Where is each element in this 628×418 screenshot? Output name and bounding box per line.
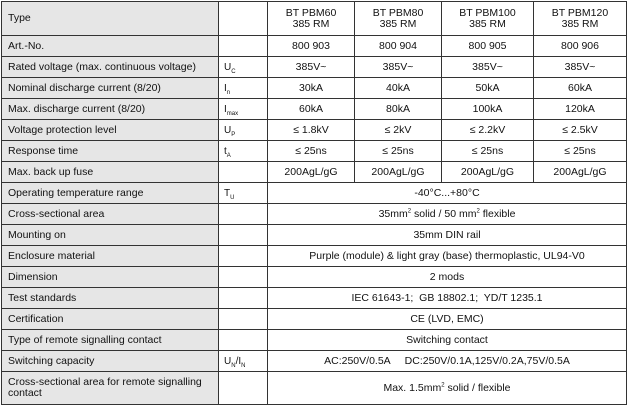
cell-value: ≤ 25ns <box>534 141 627 162</box>
cell-value: ≤ 25ns <box>355 141 442 162</box>
cell-value: 40kA <box>355 78 442 99</box>
row-symbol: $U_P$ <box>219 120 268 141</box>
row-protection-level <box>2 120 627 141</box>
table-header-row <box>2 2 627 36</box>
header-type-label: Type <box>2 2 219 36</box>
row-symbol <box>219 225 268 246</box>
row-label: Switching capacity <box>2 351 219 372</box>
header-model-80: BT PBM80 385 RM <box>355 2 442 36</box>
cell-value: 385V~ <box>268 57 355 78</box>
row-label: Type of remote signalling contact <box>2 330 219 351</box>
cell-value: 385V~ <box>355 57 442 78</box>
cell-value: 385V~ <box>534 57 627 78</box>
row-label: Certification <box>2 309 219 330</box>
row-symbol <box>219 372 268 405</box>
cell-value-merged: -40°C...+80°C <box>268 183 627 204</box>
row-symbol <box>219 330 268 351</box>
cell-value: 200AgL/gG <box>355 162 442 183</box>
cell-value: 800 903 <box>268 36 355 57</box>
row-label: Operating temperature range <box>2 183 219 204</box>
row-label: Mounting on <box>2 225 219 246</box>
cell-value-merged: 35mm DIN rail <box>268 225 627 246</box>
row-remote-contact <box>2 330 627 351</box>
cell-value: 385V~ <box>442 57 534 78</box>
row-symbol <box>219 309 268 330</box>
row-enclosure <box>2 246 627 267</box>
cell-value: 200AgL/gG <box>268 162 355 183</box>
cell-value-merged: IEC 61643-1; GB 18802.1; YD/T 1235.1 <box>268 288 627 309</box>
header-symbol-cell <box>219 2 268 36</box>
row-backup-fuse <box>2 162 627 183</box>
cell-value-merged: $35mm^2$ solid / 50 $mm^2$ flexible <box>268 204 627 225</box>
row-response-time <box>2 141 627 162</box>
cell-value: 50kA <box>442 78 534 99</box>
cell-value: 60kA <box>534 78 627 99</box>
header-model-100: BT PBM100 385 RM <box>442 2 534 36</box>
row-label: Nominal discharge current (8/20) <box>2 78 219 99</box>
row-rated-voltage <box>2 57 627 78</box>
row-symbol <box>219 204 268 225</box>
row-label: Enclosure material <box>2 246 219 267</box>
cell-value: 120kA <box>534 99 627 120</box>
cell-value: 200AgL/gG <box>442 162 534 183</box>
header-model-60: BT PBM60 385 RM <box>268 2 355 36</box>
cell-value: 800 904 <box>355 36 442 57</box>
spec-table <box>1 1 627 405</box>
row-symbol <box>219 288 268 309</box>
row-symbol: $U_N/I_N$ <box>219 351 268 372</box>
cell-value-merged: CE (LVD, EMC) <box>268 309 627 330</box>
row-symbol: $T_U$ <box>219 183 268 204</box>
cell-value: ≤ 1.8kV <box>268 120 355 141</box>
cell-value: ≤ 2.2kV <box>442 120 534 141</box>
cell-value: ≤ 2.5kV <box>534 120 627 141</box>
header-model-120: BT PBM120 385 RM <box>534 2 627 36</box>
cell-value: 30kA <box>268 78 355 99</box>
cell-value: 800 906 <box>534 36 627 57</box>
cell-value-merged: Switching contact <box>268 330 627 351</box>
row-label: Max. back up fuse <box>2 162 219 183</box>
row-label: Cross-sectional area for remote signalling contact <box>2 372 219 405</box>
row-label: Dimension <box>2 267 219 288</box>
row-dimension <box>2 267 627 288</box>
row-label: Test standards <box>2 288 219 309</box>
row-cross-section <box>2 204 627 225</box>
row-operating-temp <box>2 183 627 204</box>
cell-value-merged: Purple (module) & light gray (base) thermoplastic, UL94-V0 <box>268 246 627 267</box>
cell-value-merged: 2 mods <box>268 267 627 288</box>
row-symbol: $I_n$ <box>219 78 268 99</box>
cell-value: 80kA <box>355 99 442 120</box>
row-symbol <box>219 246 268 267</box>
row-label: Rated voltage (max. continuous voltage) <box>2 57 219 78</box>
cell-value: ≤ 2kV <box>355 120 442 141</box>
row-symbol <box>219 162 268 183</box>
cell-value: ≤ 25ns <box>442 141 534 162</box>
row-symbol <box>219 36 268 57</box>
cell-value: 60kA <box>268 99 355 120</box>
cell-value: 100kA <box>442 99 534 120</box>
row-max-discharge <box>2 99 627 120</box>
row-symbol: $t_A$ <box>219 141 268 162</box>
row-symbol: $I_{max}$ <box>219 99 268 120</box>
row-label: Max. discharge current (8/20) <box>2 99 219 120</box>
row-remote-cross-section <box>2 372 627 405</box>
row-label: Response time <box>2 141 219 162</box>
cell-value: ≤ 25ns <box>268 141 355 162</box>
cell-value: 800 905 <box>442 36 534 57</box>
cell-value: 200AgL/gG <box>534 162 627 183</box>
row-symbol <box>219 267 268 288</box>
row-mounting <box>2 225 627 246</box>
row-label: Art.-No. <box>2 36 219 57</box>
row-art-no <box>2 36 627 57</box>
row-test-standards <box>2 288 627 309</box>
cell-value-merged: AC:250V/0.5A DC:250V/0.1A,125V/0.2A,75V/0.5A <box>268 351 627 372</box>
row-switching-capacity <box>2 351 627 372</box>
row-nominal-discharge <box>2 78 627 99</box>
row-certification <box>2 309 627 330</box>
cell-value-merged: Max. $1.5mm^2$ solid / flexible <box>268 372 627 405</box>
row-label: Cross-sectional area <box>2 204 219 225</box>
row-symbol: $U_C$ <box>219 57 268 78</box>
row-label: Voltage protection level <box>2 120 219 141</box>
